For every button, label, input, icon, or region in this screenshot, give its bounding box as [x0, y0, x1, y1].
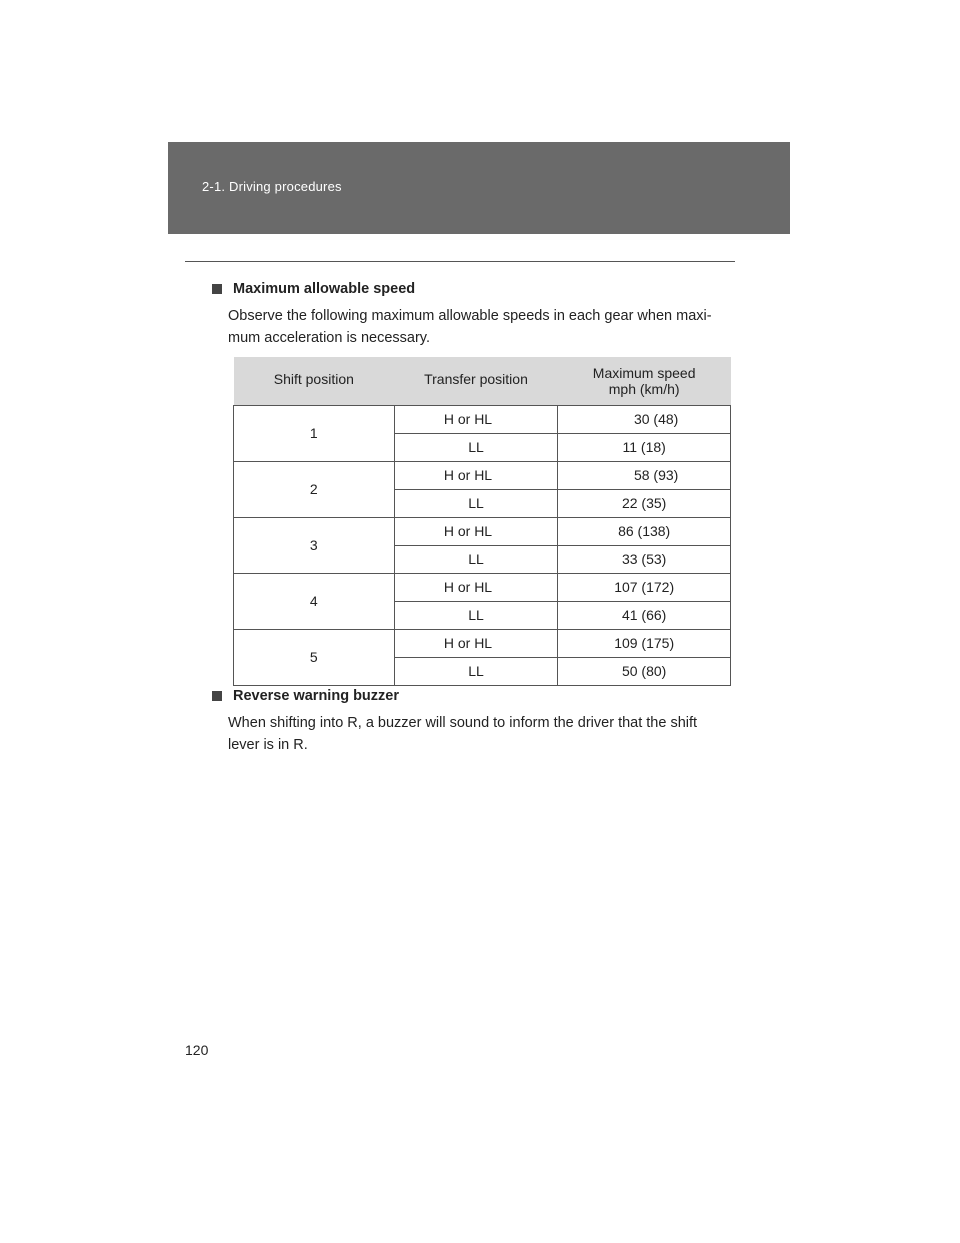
transfer-cell: LL [394, 657, 558, 685]
table-row [234, 629, 731, 657]
speed-cell: 50 (80) [558, 657, 731, 685]
table-row [234, 573, 731, 601]
speed-cell: 11 (18) [558, 433, 731, 461]
header-transfer-position: Transfer position [394, 357, 558, 405]
shift-cell: 1 [234, 405, 395, 461]
max-speed-table [233, 357, 731, 686]
table-row [234, 461, 731, 489]
square-bullet-icon [212, 691, 222, 701]
reverse-buzzer-description: When shifting into R, a buzzer will sound to inform the driver that the shift lever is in R. [228, 715, 698, 753]
section-divider [185, 261, 735, 262]
transfer-cell: LL [394, 545, 558, 573]
transfer-cell: LL [394, 489, 558, 517]
speed-cell: 107 (172) [558, 573, 731, 601]
speed-cell: 33 (53) [558, 545, 731, 573]
reverse-buzzer-title: Reverse warning buzzer [233, 688, 399, 704]
transfer-cell: H or HL [394, 573, 558, 601]
header-max-speed: Maximum speed mph (km/h) [558, 357, 731, 405]
reverse-buzzer-section [212, 688, 752, 756]
shift-cell: 3 [234, 517, 395, 573]
transfer-cell: H or HL [394, 461, 558, 489]
max-speed-heading [212, 281, 752, 297]
transfer-cell: LL [394, 601, 558, 629]
square-bullet-icon [212, 284, 222, 294]
table-row [234, 405, 731, 433]
header-shift-position: Shift position [234, 357, 395, 405]
reverse-buzzer-heading [212, 688, 752, 704]
transfer-cell: H or HL [394, 405, 558, 433]
chapter-header [168, 142, 790, 234]
table-row [234, 517, 731, 545]
table-header-row [234, 357, 731, 405]
speed-cell: 58 (93) [558, 461, 731, 489]
shift-cell: 5 [234, 629, 395, 685]
speed-cell: 86 (138) [558, 517, 731, 545]
chapter-title: 2-1. Driving procedures [202, 179, 342, 194]
speed-cell: 30 (48) [558, 405, 731, 433]
transfer-cell: LL [394, 433, 558, 461]
max-speed-description: Observe the following maximum allowable speeds in each gear when maxi-mum acceleration is necessary. [228, 308, 712, 346]
shift-cell: 2 [234, 461, 395, 517]
speed-cell: 109 (175) [558, 629, 731, 657]
transfer-cell: H or HL [394, 629, 558, 657]
speed-cell: 41 (66) [558, 601, 731, 629]
max-speed-title: Maximum allowable speed [233, 281, 416, 297]
shift-cell: 4 [234, 573, 395, 629]
page-number: 120 [185, 1042, 209, 1058]
transfer-cell: H or HL [394, 517, 558, 545]
max-speed-section [212, 281, 752, 349]
speed-cell: 22 (35) [558, 489, 731, 517]
